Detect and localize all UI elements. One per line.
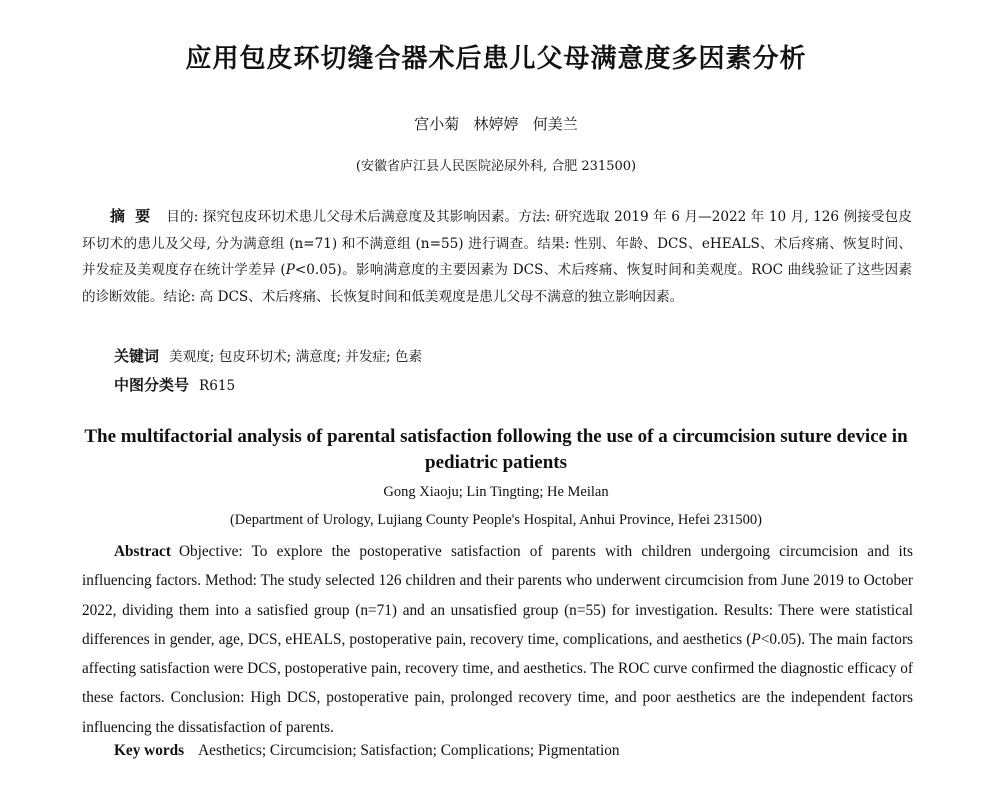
english-abstract-label: Abstract: [114, 543, 171, 560]
english-abstract-p-symbol: P: [751, 630, 761, 648]
chinese-abstract-label: 摘要: [110, 207, 161, 225]
english-keywords: [114, 742, 620, 760]
chinese-keywords-text: 美观度; 包皮环切术; 满意度; 并发症; 色素: [169, 349, 423, 365]
english-title: The multifactorial analysis of parental satisfaction following the use of a circumcision suture device in pediatric patients: [84, 426, 908, 473]
english-keywords-label: Key words: [114, 742, 185, 759]
chinese-keywords: [114, 345, 914, 366]
english-authors: Gong Xiaoju; Lin Tingting; He Meilan: [383, 484, 609, 500]
english-abstract: [82, 537, 913, 742]
chinese-abstract-text: 目的: 探究包皮环切术患儿父母术后满意度及其影响因素。方法: 研究选取 2019 年 6 月—2022 年 10 月, 126 例接受包皮环切术的患儿及父母, 分为满意组 (n=71) 和不满意组 (n=55) 进行调查。结果: 性别、年龄、DCS、eHEALS、术后疼痛、恢复时间、并发症及美观度存在统计学差异 (: [82, 209, 912, 279]
english-keywords-text: Aesthetics; Circumcision; Satisfaction; Complications; Pigmentation: [198, 742, 620, 759]
chinese-affiliation: (安徽省庐江县人民医院泌尿外科, 合肥 231500): [355, 159, 637, 174]
chinese-classification-code: R615: [199, 378, 236, 394]
chinese-classification-label: 中图分类号: [114, 376, 190, 394]
english-abstract-text: Objective: To explore the postoperative satisfaction of parents with children undergoing circumcision and its influencing factors. Method: The study selected 126 children and their parents who underwent circumcision from June 2019 to October 2022, dividing them into a satisfied group (n=71) and an unsatisfied group (n=55) for investigation. Results: There were statistical differences in gender, age, DCS, eHEALS, postoperative pain, recovery time, complications, and aesthetics (: [82, 543, 913, 648]
chinese-title: 应用包皮环切缝合器术后患儿父母满意度多因素分析: [185, 44, 807, 74]
chinese-abstract-text-continued: <0.05)。影响满意度的主要因素为 DCS、术后疼痛、恢复时间和美观度。ROC 曲线验证了这些因素的诊断效能。结论: 高 DCS、术后疼痛、长恢复时间和低美观度是患儿父母不满意的独立影响因素。: [82, 262, 913, 305]
chinese-abstract: [82, 203, 912, 310]
chinese-abstract-p-symbol: P: [285, 262, 295, 279]
chinese-keywords-label: 关键词: [114, 347, 160, 365]
english-affiliation: (Department of Urology, Lujiang County People's Hospital, Anhui Province, Hefei 231500): [229, 512, 763, 528]
chinese-authors: 宫小菊 林婷婷 何美兰: [414, 115, 578, 133]
english-abstract-text-continued: <0.05). The main factors affecting satisfaction were DCS, postoperative pain, recovery time, and aesthetics. The ROC curve confirmed the diagnostic efficacy of these factors. Conclusion: High DCS, postoperative pain, prolonged recovery time, and poor aesthetics are the independent factors influencing the dissatisfaction of parents.: [82, 630, 913, 736]
chinese-classification: [114, 374, 914, 395]
